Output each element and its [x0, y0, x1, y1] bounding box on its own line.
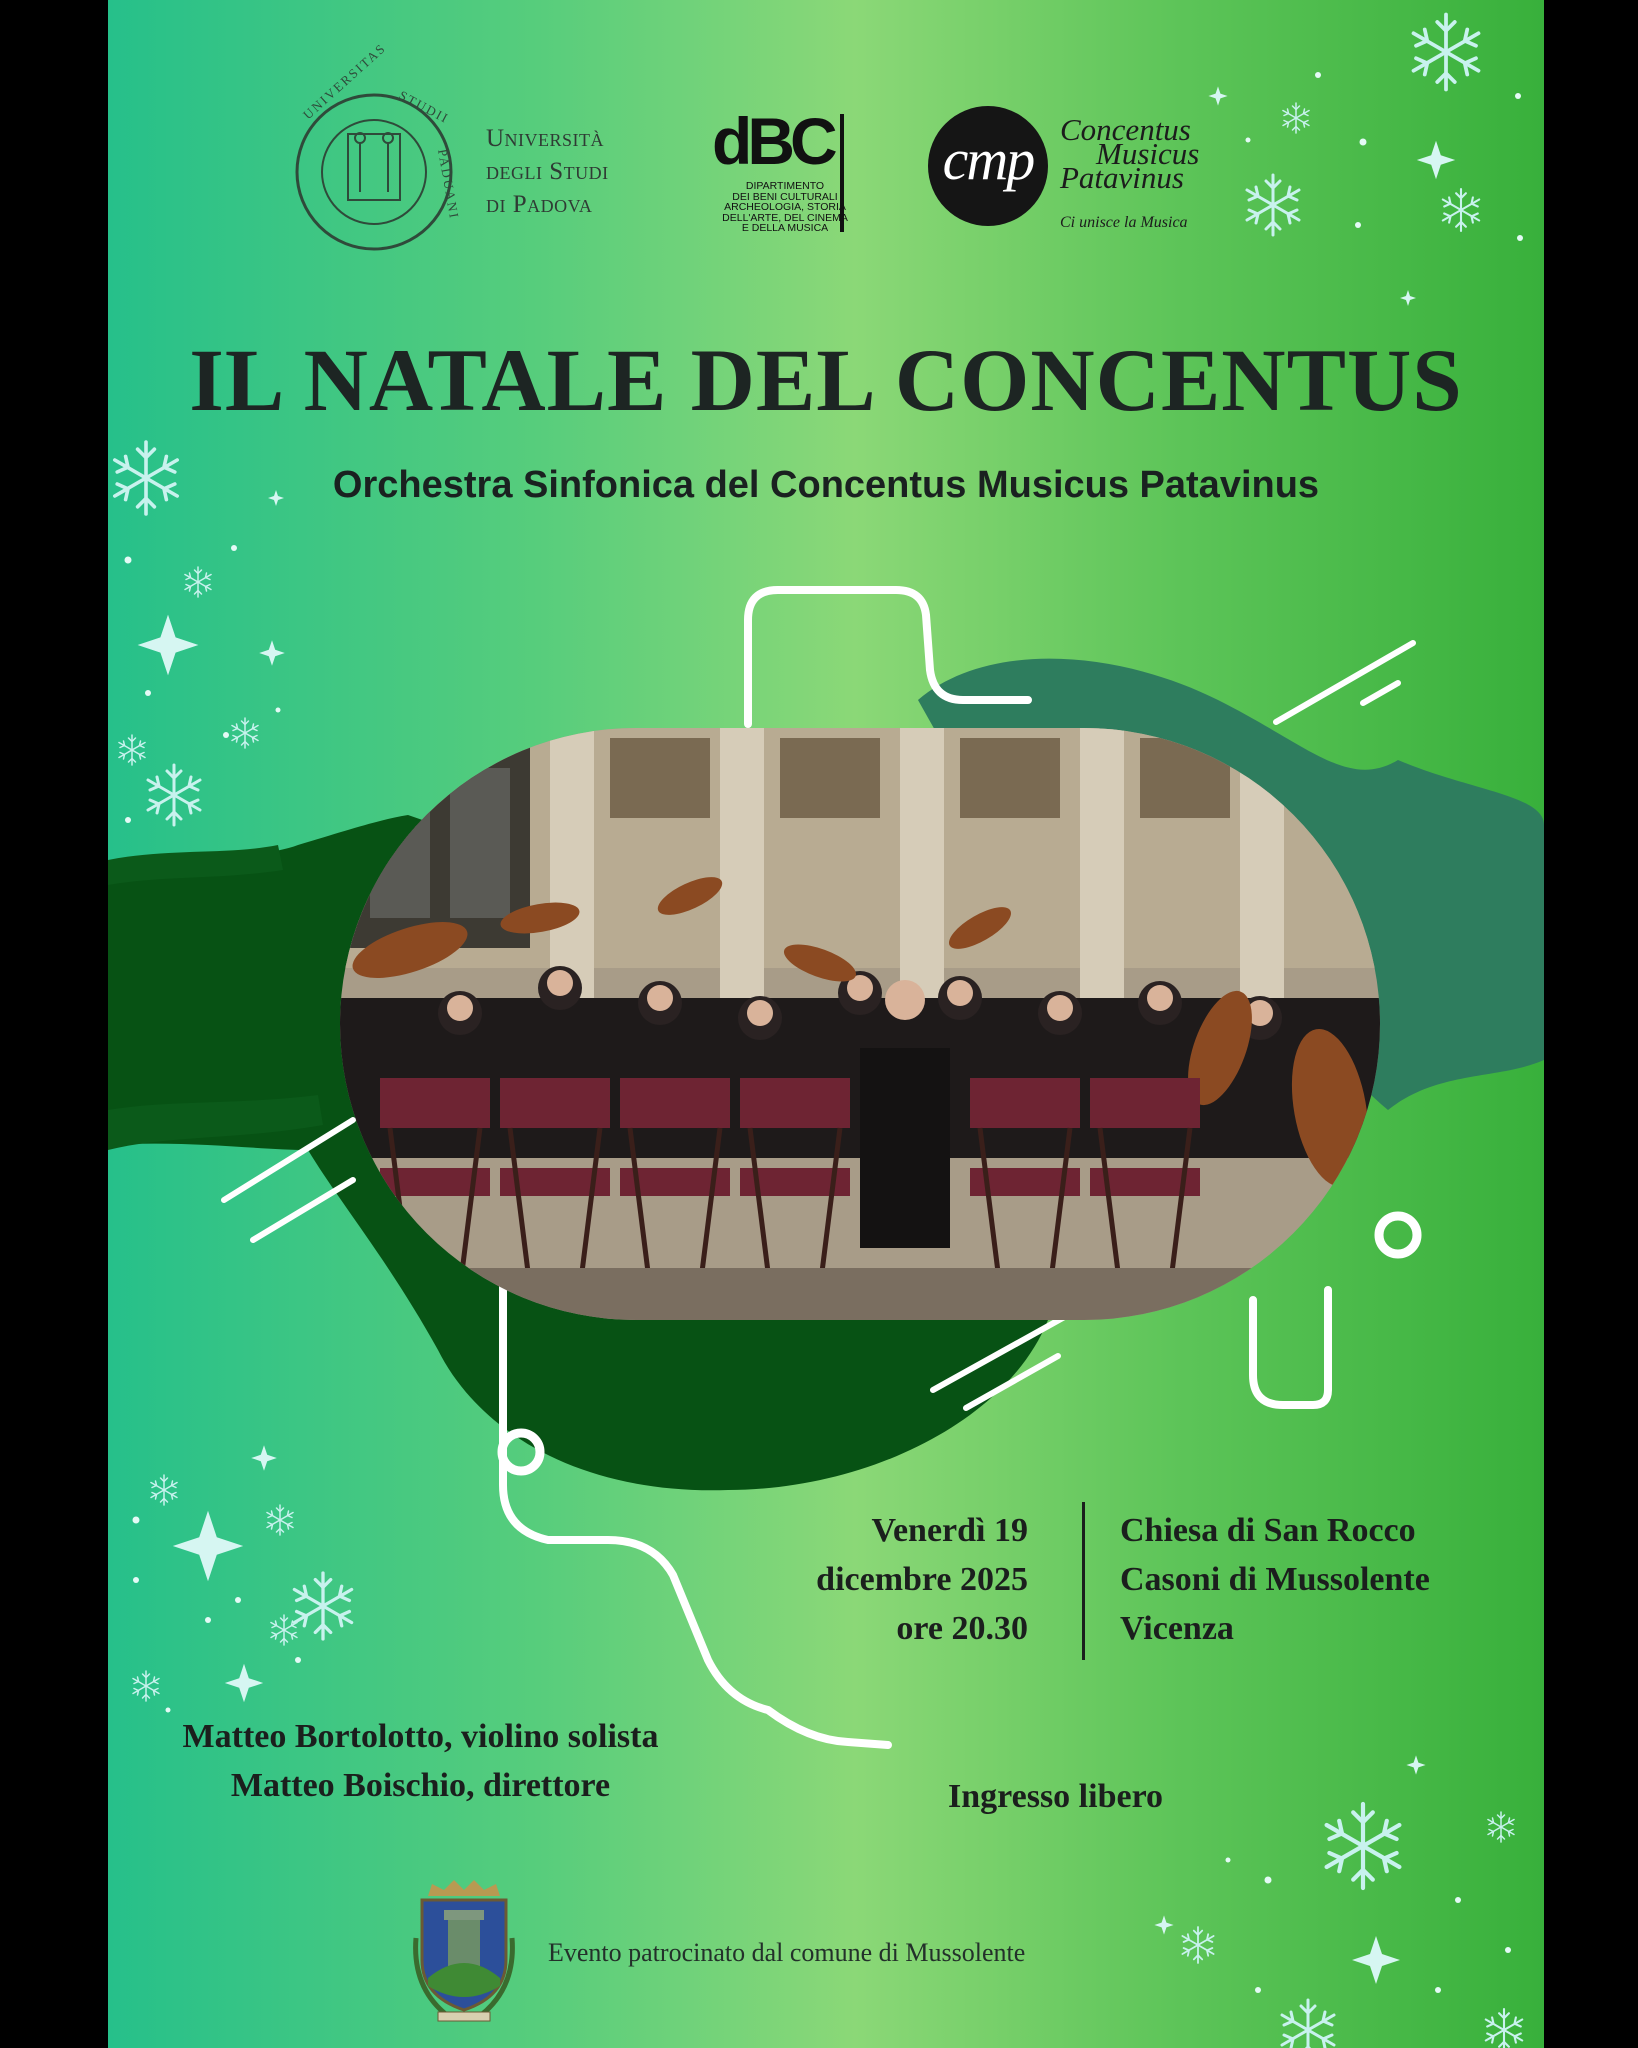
white-dash-line [1276, 643, 1413, 722]
cmp-logo-mark: cmp [942, 127, 1034, 192]
white-outline-path [1253, 1290, 1328, 1405]
svg-text:STUDII: STUDII [396, 87, 452, 127]
venue-line: Casoni di Mussolente [1120, 1561, 1430, 1598]
venue-line: Chiesa di San Rocco [1120, 1512, 1416, 1549]
white-dash-line [1363, 683, 1398, 703]
concert-poster [108, 0, 1544, 2048]
cmp-logo-tagline: Ci unisce la Musica [1060, 214, 1188, 231]
svg-text:PADUANI: PADUANI [435, 147, 463, 221]
white-dash-line [253, 1180, 353, 1240]
university-name: Università degli Studi di Padova [486, 125, 609, 218]
conductor-credit: Matteo Boischio, direttore [230, 1767, 611, 1804]
dbc-logo: dBC [712, 104, 833, 178]
event-date-day: Venerdì 19 [871, 1512, 1028, 1549]
admission-note: Ingresso libero [948, 1778, 1164, 1815]
venue-line: Vicenza [1120, 1610, 1234, 1647]
event-title: IL NATALE DEL CONCENTUS [189, 332, 1463, 430]
cmp-logo-name: Concentus Musicus Patavinus [1060, 112, 1200, 195]
mussolente-crest-icon [408, 1878, 520, 2024]
white-ring [1379, 1216, 1417, 1254]
dbc-department-name: DIPARTIMENTO DEI BENI CULTURALI ARCHEOLOGIA, STORIA DELL'ARTE, DEL CINEMA E DELLA MUSICA [722, 180, 848, 234]
soloist-credit: Matteo Bortolotto, violino solista [182, 1718, 659, 1755]
orchestra-photo-illustration [340, 728, 1380, 1320]
orchestra-photo [340, 728, 1380, 1320]
patronage-note: Evento patrocinato dal comune di Mussolente [548, 1938, 1026, 1967]
event-subtitle: Orchestra Sinfonica del Concentus Musicus Patavinus [332, 464, 1320, 506]
event-date-time [664, 1506, 1028, 1653]
svg-text:UNIVERSITAS: UNIVERSITAS [299, 40, 389, 123]
event-date-month: dicembre 2025 [816, 1561, 1028, 1598]
performers [128, 1712, 713, 1810]
info-divider [1082, 1502, 1085, 1660]
event-time: ore 20.30 [896, 1610, 1028, 1647]
event-venue [1120, 1506, 1430, 1653]
white-outline-path [748, 590, 1028, 724]
